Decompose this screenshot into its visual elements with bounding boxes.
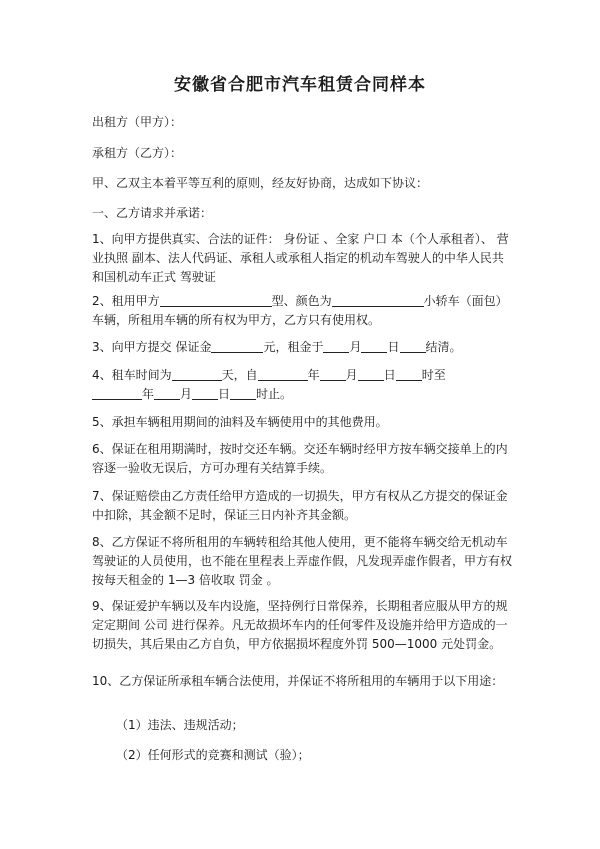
start-year-blank[interactable]	[258, 367, 308, 381]
clause-3-text-e: 结清。	[425, 340, 462, 354]
sub-item-2: （2）任何形式的竞赛和测试（验）；	[116, 748, 310, 762]
clause-1: 1、向甲方提供真实、合法的证件： 身份证 、全家 户口 本（个人承租者）、 营业执照 副本、法人代码证、承租人或承租人指定的机动车驾驶人的中华人民共和国机动车正式 驾驶证	[92, 232, 509, 284]
sub-item-1: （1）违法、违规活动；	[116, 718, 244, 732]
clause-4-text-d: 月	[345, 368, 358, 382]
model-blank[interactable]	[160, 293, 272, 307]
document-title: 安徽省合肥市汽车租赁合同样本	[174, 75, 426, 95]
clause-9: 9、保证爱护车辆以及车内设施，坚持例行日常保养，长期租者应服从甲方的规定定期间 公司 进行保养。凡无故损坏车内的任何零件及设施并给甲方造成的一切损失，其后果由乙方自负，甲方依据损坏程度外罚 500—1000 元处罚金。	[92, 599, 508, 651]
clause-4-text-e: 日	[383, 368, 396, 382]
clause-7: 7、保证赔偿由乙方责任给甲方造成的一切损失，甲方有权从乙方提交的保证金中扣除，其金额不足时，保证三日内补齐其金额。	[92, 489, 508, 522]
clause-4-text-j: 时止。	[256, 387, 293, 401]
start-day-blank[interactable]	[358, 367, 384, 381]
start-month-blank[interactable]	[320, 367, 346, 381]
end-month-blank[interactable]	[154, 386, 180, 400]
clause-3-text-d: 日	[387, 340, 400, 354]
clause-4-text-a: 4、租车时间为	[92, 368, 172, 382]
deposit-blank[interactable]	[211, 339, 263, 353]
start-hour-blank[interactable]	[396, 367, 422, 381]
settle-blank[interactable]	[400, 339, 426, 353]
clause-3-text-b: 元，租金于	[263, 340, 324, 354]
clause-4-text-f: 时至	[421, 368, 446, 382]
lessor-line: 出租方（甲方）：	[92, 115, 183, 129]
clause-2-line-1	[92, 292, 512, 310]
days-blank[interactable]	[172, 367, 222, 381]
clause-2-text-b: 型、颜色为	[271, 294, 332, 308]
rent-month-blank[interactable]	[323, 339, 349, 353]
clause-3-text-a: 3、向甲方提交 保证金	[92, 340, 212, 354]
clause-5: 5、承担车辆租用期间的油料及车辆使用中的其他费用。	[92, 415, 388, 429]
clause-6: 6、保证在租用期满时，按时交还车辆。交还车辆时经甲方按车辆交接单上的内容逐一验收无误后，方可办理有关结算手续。	[92, 442, 508, 475]
rent-day-blank[interactable]	[361, 339, 387, 353]
section-heading: 一、乙方请求并承诺：	[92, 206, 213, 220]
lessee-line: 承租方（乙方）：	[92, 146, 183, 160]
clause-3-text-c: 月	[349, 340, 362, 354]
intro-line: 甲、乙双主本着平等互利的原则，经友好协商，达成如下协议：	[92, 176, 429, 190]
clause-2-text-c: 小轿车（面包）	[423, 294, 508, 308]
end-day-blank[interactable]	[192, 386, 218, 400]
clause-3	[92, 338, 512, 356]
color-blank[interactable]	[332, 293, 424, 307]
clause-8: 8、乙方保证不将所租用的车辆转租给其他人使用，更不能将车辆交给无机动车驾驶证的人员使用，也不能在里程表上弄虚作假，凡发现弄虚作假者，甲方有权按每天租金的 1—3 倍收取 罚金 。	[92, 535, 513, 587]
clause-4-line-2	[92, 385, 512, 403]
clause-4-text-b: 天，自	[221, 368, 258, 382]
end-year-blank[interactable]	[92, 386, 142, 400]
clause-2-text-a: 2、租用甲方	[92, 294, 160, 308]
end-hour-blank[interactable]	[230, 386, 256, 400]
clause-4-line-1	[92, 366, 512, 384]
clause-4-text-g: 年	[142, 387, 155, 401]
clause-2-line-2: 车辆，所租用车辆的所有权为甲方，乙方只有使用权。	[92, 313, 381, 327]
clause-4-text-c: 年	[307, 368, 320, 382]
clause-4-text-i: 日	[218, 387, 231, 401]
clause-4-text-h: 月	[180, 387, 193, 401]
clause-10: 10、乙方保证所承租车辆合法使用，并保证不将所租用的车辆用于以下用途：	[92, 674, 504, 688]
